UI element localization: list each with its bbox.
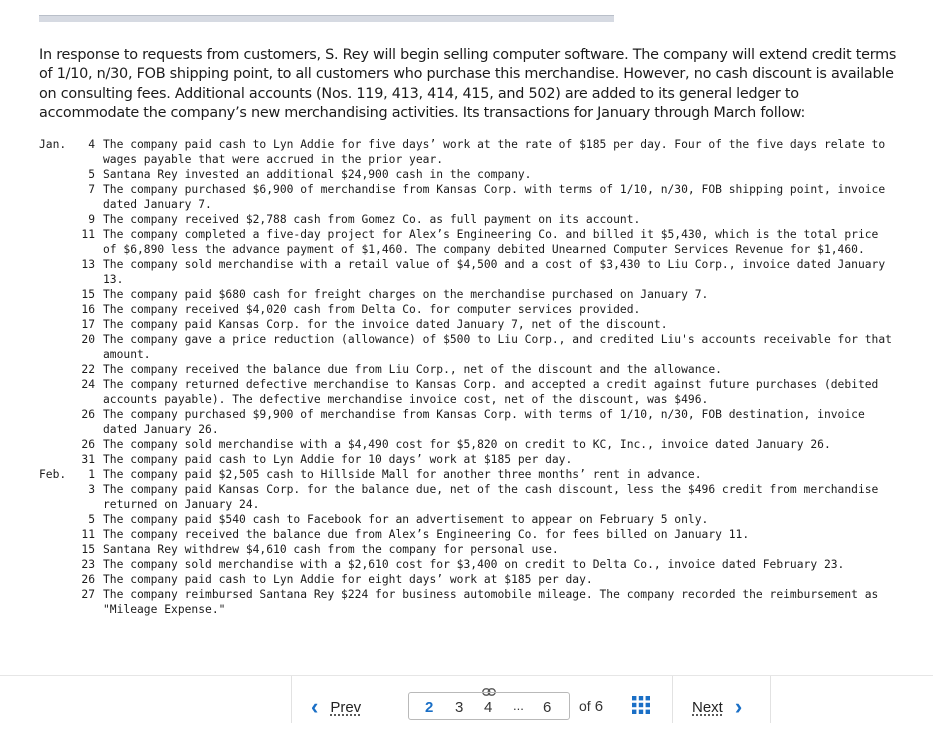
transaction-text: The company paid $2,505 cash to Hillside Mall for another three months’ rent in advance.: [103, 468, 702, 481]
transaction-day: 16: [81, 303, 95, 316]
transaction-row: [39, 557, 919, 572]
transaction-day: 24: [81, 378, 95, 391]
transaction-row: [39, 167, 919, 182]
page-4-button[interactable]: 4: [484, 699, 493, 716]
transaction-row: [39, 512, 919, 527]
transaction-row: [39, 542, 919, 557]
transaction-text: The company paid Kansas Corp. for the balance due, net of the cash discount, less the $496 credit from merchandise returned on January 24.: [103, 483, 879, 511]
transaction-text: The company received the balance due from Alex’s Engineering Co. for fees billed on January 11.: [103, 528, 750, 541]
transaction-day: 11: [81, 228, 95, 241]
page-number-selector: [408, 692, 570, 720]
transaction-text: The company sold merchandise with a $2,610 cost for $3,400 on credit to Delta Co., invoice dated February 23.: [103, 558, 845, 571]
transaction-row: [39, 407, 919, 437]
transaction-row: [39, 227, 919, 257]
transaction-text: The company completed a five-day project for Alex’s Engineering Co. and billed it $5,430, which is the total price of $6,890 less the advance payment of $1,460. The company debited Unearned Computer Services Revenue for $1,460.: [103, 228, 879, 256]
transaction-text: The company returned defective merchandise to Kansas Corp. and accepted a credit against future purchases (debited accounts payable). The defective merchandise invoice cost, net of the discount, was $496.: [103, 378, 879, 406]
transaction-day: 26: [81, 438, 95, 451]
transaction-day: 1: [88, 468, 95, 481]
transaction-row: [39, 287, 919, 302]
transaction-text: Santana Rey withdrew $4,610 cash from the company for personal use.: [103, 543, 559, 556]
pagination-bar: [0, 675, 933, 735]
transaction-day: 31: [81, 453, 95, 466]
transaction-row: [39, 377, 919, 407]
transaction-row: [39, 437, 919, 452]
of-label: of: [579, 698, 591, 714]
transaction-row: [39, 527, 919, 542]
total-pages: 6: [594, 698, 604, 715]
transaction-text: The company received $4,020 cash from Delta Co. for computer services provided.: [103, 303, 641, 316]
transaction-day: 22: [81, 363, 95, 376]
page-ellipsis: ...: [513, 698, 524, 713]
pagination-divider: [770, 676, 771, 723]
transaction-day: 17: [81, 318, 95, 331]
transaction-text: The company purchased $9,900 of merchandise from Kansas Corp. with terms of 1/10, n/30, FOB destination, invoice dated January 26.: [103, 408, 865, 436]
transaction-day: 7: [88, 183, 95, 196]
transaction-day: 5: [88, 168, 95, 181]
page-6-button[interactable]: 6: [543, 699, 552, 716]
transactions-list: [39, 137, 919, 670]
prev-button[interactable]: [311, 696, 361, 718]
chevron-left-icon: ‹: [311, 694, 319, 719]
transaction-month: Feb.: [39, 468, 67, 481]
transaction-row: [39, 182, 919, 212]
transaction-day: 15: [81, 543, 95, 556]
transaction-row: [39, 137, 919, 167]
transaction-day: 4: [88, 138, 95, 151]
transaction-row: [39, 452, 919, 467]
transaction-day: 20: [81, 333, 95, 346]
transaction-month: Jan.: [39, 138, 67, 151]
top-progress-bar: [39, 15, 614, 22]
transaction-text: The company sold merchandise with a $4,490 cost for $5,820 on credit to KC, Inc., invoice dated January 26.: [103, 438, 831, 451]
transaction-row: [39, 362, 919, 377]
transaction-text: The company sold merchandise with a retail value of $4,500 and a cost of $3,430 to Liu Corp., invoice dated January 13.: [103, 258, 886, 286]
transaction-row: [39, 572, 919, 587]
transaction-text: The company paid Kansas Corp. for the invoice dated January 7, net of the discount.: [103, 318, 668, 331]
transaction-text: The company purchased $6,900 of merchandise from Kansas Corp. with terms of 1/10, n/30, FOB shipping point, invoice dated January 7.: [103, 183, 886, 211]
transaction-row: [39, 302, 919, 317]
transaction-row: [39, 257, 919, 287]
transaction-day: 3: [88, 483, 95, 496]
page-3-button[interactable]: 3: [455, 699, 464, 716]
transaction-text: The company received $2,788 cash from Gomez Co. as full payment on its account.: [103, 213, 641, 226]
page-2-button[interactable]: 2: [425, 699, 434, 716]
next-label: Next: [692, 698, 723, 716]
transaction-day: 23: [81, 558, 95, 571]
transaction-text: The company received the balance due from Liu Corp., net of the discount and the allowance.: [103, 363, 722, 376]
pagination-divider: [672, 676, 673, 723]
transaction-day: 11: [81, 528, 95, 541]
transaction-row: [39, 587, 919, 617]
transaction-row: [39, 332, 919, 362]
next-button[interactable]: [692, 696, 742, 718]
transaction-row: [39, 467, 919, 482]
transaction-row: [39, 317, 919, 332]
transaction-day: 5: [88, 513, 95, 526]
transaction-text: The company paid $680 cash for freight charges on the merchandise purchased on January 7.: [103, 288, 709, 301]
transaction-day: 13: [81, 258, 95, 271]
transaction-text: The company paid $540 cash to Facebook for an advertisement to appear on February 5 only.: [103, 513, 709, 526]
problem-intro: In response to requests from customers, S. Rey will begin selling computer software. The company will extend credit terms of 1/10, n/30, FOB shipping point, to all customers who purchase this merchandise. However, no cash discount is available on consulting fees. Additional accounts (Nos. 119, 413, 414, 415, and 502) are added to its general ledger to accommodate the company’s new merchandising activities. Its transactions for January through March follow:: [39, 47, 897, 121]
transaction-text: The company paid cash to Lyn Addie for 10 days’ work at $185 per day.: [103, 453, 573, 466]
pagination-divider: [291, 676, 292, 723]
transaction-text: The company reimbursed Santana Rey $224 for business automobile mileage. The company recorded the reimbursement as "Mileage Expense.": [103, 588, 879, 616]
transaction-text: The company paid cash to Lyn Addie for five days’ work at the rate of $185 per day. Four of the five days relate to wages payable that were accrued in the prior year.: [103, 138, 886, 166]
transaction-day: 27: [81, 588, 95, 601]
prev-label: Prev: [330, 698, 362, 716]
transaction-day: 26: [81, 573, 95, 586]
transaction-text: The company paid cash to Lyn Addie for eight days’ work at $185 per day.: [103, 573, 593, 586]
transaction-text: The company gave a price reduction (allowance) of $500 to Liu Corp., and credited Liu's accounts receivable for that amount.: [103, 333, 892, 361]
page-count: [579, 698, 603, 715]
transaction-day: 26: [81, 408, 95, 421]
transaction-day: 9: [88, 213, 95, 226]
transaction-day: 15: [81, 288, 95, 301]
grid-icon[interactable]: [632, 696, 650, 714]
chevron-right-icon: ›: [734, 694, 743, 719]
transaction-row: [39, 212, 919, 227]
transaction-row: [39, 482, 919, 512]
transaction-text: Santana Rey invested an additional $24,900 cash in the company.: [103, 168, 532, 181]
